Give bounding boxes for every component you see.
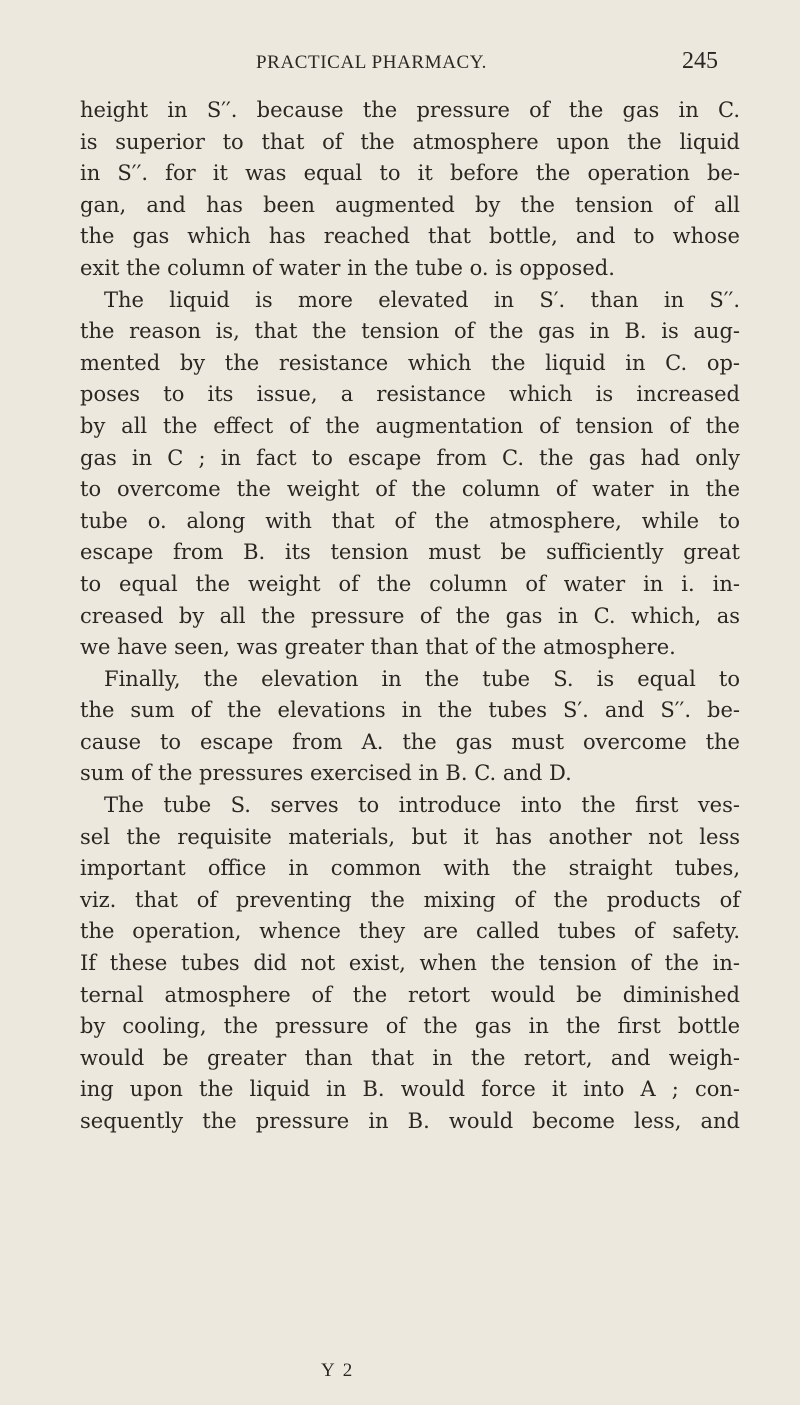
text-line: viz. that of preventing the mixing of the products of bbox=[80, 887, 740, 912]
text-line: poses to its issue, a resistance which is increased bbox=[80, 382, 740, 407]
text-line: If these tubes did not exist, when the tension of the in- bbox=[80, 951, 740, 976]
text-line: the gas which has reached that bottle, and to whose bbox=[80, 224, 740, 249]
text-line: The liquid is more elevated in S′. than in S′′. bbox=[104, 287, 740, 312]
text-line: gan, and has been augmented by the tension of all bbox=[80, 192, 740, 217]
text-line: sel the requisite materials, but it has another not less bbox=[80, 824, 740, 849]
text-line: by all the effect of the augmentation of tension of the bbox=[80, 413, 740, 438]
text-line: to overcome the weight of the column of water in the bbox=[80, 477, 740, 502]
text-line: the operation, whence they are called tubes of safety. bbox=[80, 919, 740, 944]
text-line: the sum of the elevations in the tubes S′. and S′′. be- bbox=[80, 698, 740, 723]
text-line: Finally, the elevation in the tube S. is equal to bbox=[104, 666, 740, 691]
signature-mark: Y 2 bbox=[321, 1360, 355, 1381]
text-line: the reason is, that the tension of the gas in B. is aug- bbox=[80, 319, 740, 344]
text-line: we have seen, was greater than that of the atmosphere. bbox=[80, 635, 676, 660]
text-line: important office in common with the straight tubes, bbox=[80, 856, 740, 881]
text-line: creased by all the pressure of the gas in C. which, as bbox=[80, 603, 740, 628]
text-line: ternal atmosphere of the retort would be diminished bbox=[80, 982, 740, 1007]
text-line: would be greater than that in the retort, and weigh- bbox=[80, 1045, 740, 1070]
body-text bbox=[80, 95, 740, 1138]
page-number: 245 bbox=[682, 48, 718, 74]
text-line: cause to escape from A. the gas must overcome the bbox=[80, 729, 740, 754]
text-line: height in S′′. because the pressure of the gas in C. bbox=[80, 98, 740, 122]
text-line: The tube S. serves to introduce into the first ves- bbox=[104, 793, 740, 818]
text-line: ing upon the liquid in B. would force it into A ; con- bbox=[80, 1077, 740, 1102]
text-line: sum of the pressures exercised in B. C. and D. bbox=[80, 761, 572, 786]
text-line: gas in C ; in fact to escape from C. the gas had only bbox=[80, 445, 740, 470]
text-line: exit the column of water in the tube o. is opposed. bbox=[80, 255, 615, 280]
text-line: sequently the pressure in B. would become less, and bbox=[80, 1109, 740, 1133]
text-line: by cooling, the pressure of the gas in the first bottle bbox=[80, 1014, 740, 1039]
text-line: in S′′. for it was equal to it before the operation be- bbox=[80, 161, 740, 186]
text-line: to equal the weight of the column of water in i. in- bbox=[80, 571, 740, 596]
text-line: escape from B. its tension must be sufficiently great bbox=[80, 540, 740, 565]
text-line: mented by the resistance which the liquid in C. op- bbox=[80, 350, 740, 375]
text-line: tube o. along with that of the atmosphere, while to bbox=[80, 508, 740, 533]
running-title: PRACTICAL PHARMACY. bbox=[256, 52, 488, 73]
text-line: is superior to that of the atmosphere upon the liquid bbox=[80, 129, 740, 154]
